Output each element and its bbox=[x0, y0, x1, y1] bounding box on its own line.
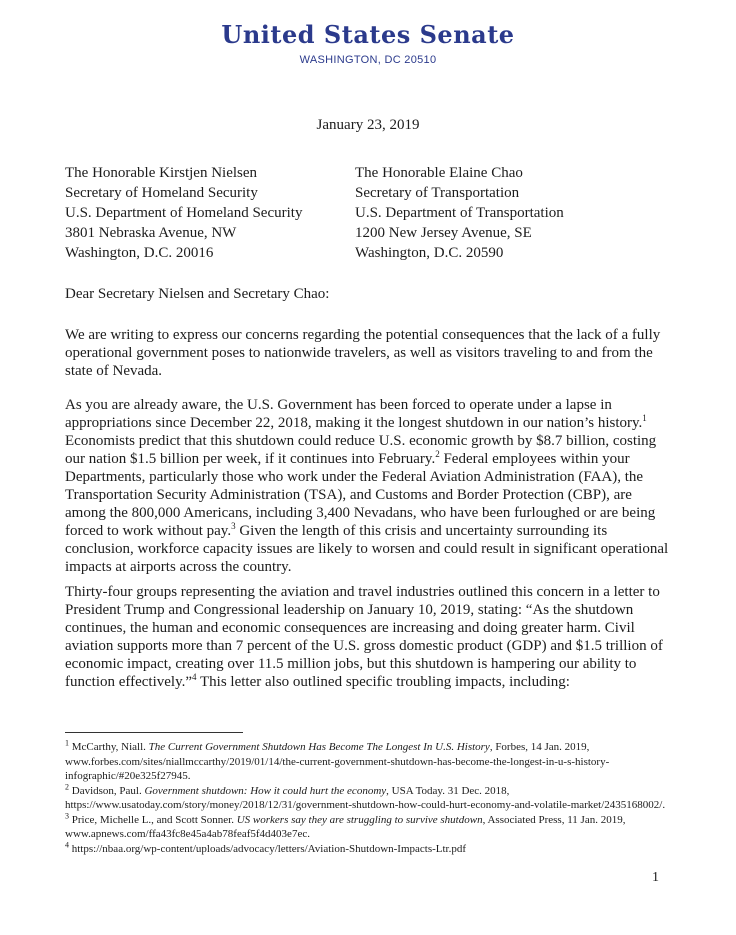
address-line: 1200 New Jersey Avenue, SE bbox=[355, 225, 532, 241]
footnote-number: 2 bbox=[65, 781, 69, 791]
footnote-4 bbox=[65, 839, 680, 857]
paragraph-text: This letter also outlined specific troubling impacts, including: bbox=[196, 674, 570, 690]
footnote-title: The Current Government Shutdown Has Become The Longest In U.S. History bbox=[148, 741, 490, 753]
footnote-source: , Forbes, 14 Jan. 2019, www.forbes.com/sites/niallmccarthy/2019/01/14/the-current-government-shutdown-has-become-the-longest-in-u-s-history-infographic/#20e325f27945. bbox=[65, 741, 610, 782]
footnote-1 bbox=[65, 740, 680, 784]
footnote-3 bbox=[65, 810, 680, 842]
footnote-number: 3 bbox=[65, 810, 69, 820]
paragraph-text: Given the length of this crisis and uncertainty surrounding its conclusion, workforce capacity issues are likely to worsen and could result in significant operational impacts at airports across the country. bbox=[65, 523, 669, 575]
footnote-number: 4 bbox=[65, 839, 69, 849]
address-line: Washington, D.C. 20016 bbox=[65, 245, 214, 261]
footnote-ref: 3 bbox=[231, 521, 236, 531]
recipient-address-nielsen bbox=[65, 163, 302, 263]
footnote-2 bbox=[65, 781, 680, 813]
footnote-ref: 1 bbox=[642, 413, 647, 423]
salutation: Dear Secretary Nielsen and Secretary Chao: bbox=[65, 286, 330, 302]
footnote-source: , USA Today. 31 Dec. 2018, https://www.usatoday.com/story/money/2018/12/31/government-shutdown-how-could-hurt-economy-and-volatile-market/2435168002/. bbox=[65, 784, 666, 811]
footnote-divider bbox=[65, 732, 243, 733]
address-line: Washington, D.C. 20590 bbox=[355, 245, 504, 261]
recipient-address-chao bbox=[355, 163, 564, 263]
body-paragraph-1 bbox=[65, 326, 675, 380]
address-line: Secretary of Transportation bbox=[355, 185, 520, 201]
paragraph-text: We are writing to express our concerns regarding the potential consequences that the lack of a fully operational government poses to nationwide travelers, as well as visitors traveling to and from the state of Nevada. bbox=[65, 327, 661, 379]
address-line: The Honorable Elaine Chao bbox=[355, 165, 523, 181]
footnotes bbox=[65, 740, 680, 856]
letter-date: January 23, 2019 bbox=[316, 117, 420, 133]
address-line: U.S. Department of Homeland Security bbox=[65, 205, 303, 221]
address-line: 3801 Nebraska Avenue, NW bbox=[65, 225, 237, 241]
footnote-ref: 4 bbox=[192, 672, 197, 682]
footnote-link[interactable]: https://nbaa.org/wp-content/uploads/advocacy/letters/Aviation-Shutdown-Impacts-Ltr.pdf bbox=[71, 842, 467, 855]
body-paragraph-2 bbox=[65, 396, 675, 576]
address-line: U.S. Department of Transportation bbox=[355, 205, 564, 221]
footnote-ref: 2 bbox=[435, 449, 440, 459]
address-line: The Honorable Kirstjen Nielsen bbox=[65, 165, 258, 181]
footnote-author: McCarthy, Niall. bbox=[71, 741, 146, 753]
footnote-number: 1 bbox=[65, 738, 69, 748]
letterhead-title: United States Senate bbox=[221, 20, 515, 49]
footnote-author: Davidson, Paul. bbox=[71, 784, 142, 797]
footnote-title: US workers say they are struggling to survive shutdown bbox=[236, 813, 483, 826]
address-line: Secretary of Homeland Security bbox=[65, 185, 258, 201]
paragraph-text: Federal employees within your Departments, particularly those who work under the Federal Aviation Administration (FAA), the Transportation Security Administration (TSA), and Customs and Border Protection (CBP), are among the 800,000 Americans, including 3,400 Nevadans, who have been furloughed or are being forced to work without pay. bbox=[65, 451, 656, 539]
page-number: 1 bbox=[652, 870, 659, 885]
footnote-author: Price, Michelle L., and Scott Sonner. bbox=[71, 813, 234, 826]
paragraph-text: As you are already aware, the U.S. Government has been forced to operate under a lapse in appropriations since December 22, 2018, making it the longest shutdown in our nation’s history. bbox=[65, 397, 643, 431]
body-paragraph-3 bbox=[65, 583, 675, 691]
footnote-title: Government shutdown: How it could hurt the economy bbox=[144, 784, 387, 797]
paragraph-text: Thirty-four groups representing the aviation and travel industries outlined this concern in a letter to President Trump and Congressional leadership on January 10, 2019, stating: “As the shutdown continues, the human and economic consequences are increasing and doing greater harm. Civil aviation supports more than 7 percent of the U.S. gross domestic product (GDP) and $1.5 trillion of economic impact, creating over 11.5 million jobs, but this shutdown is hampering our ability to function effectively.” bbox=[65, 584, 663, 690]
paragraph-text: Economists predict that this shutdown could reduce U.S. economic growth by $8.7 billion, costing our nation $1.5 billion per week, if it continues into February. bbox=[65, 433, 657, 467]
footnote-source: , Associated Press, 11 Jan. 2019, www.apnews.com/ffa43fc8e45a4ab78feaf5f4d403e7ec. bbox=[65, 813, 626, 840]
letterhead-address: WASHINGTON, DC 20510 bbox=[299, 54, 437, 66]
